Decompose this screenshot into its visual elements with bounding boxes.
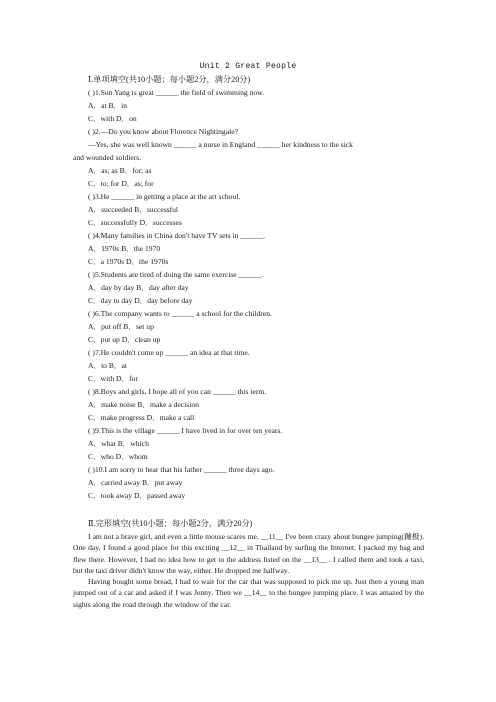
cloze-paragraph-1: I am not a brave girl, and even a little mouse scares me. __11__ I've been crazy about bungee jumping(蹦极). One day, I found a good place for this exciting __12__ in Thailand by surfing the Internet. I packed my bag and flew there. However, I had no idea how to get to the address listed on the __13__ . I called them and took a taxi, but the taxi driver didn't know the way, either. He dropped me halfway. xyxy=(73,532,424,575)
question-2-options-c-d: C．to; for D．as; for xyxy=(88,179,154,188)
question-4-options-a-b: A．1970s B．the 1970 xyxy=(88,244,161,253)
question-6-options-a-b: A．put off B．set up xyxy=(88,322,154,331)
question-8-options-a-b: A．make noise B．make a decision xyxy=(88,400,199,409)
question-3-options-c-d: C．successfully D．successes xyxy=(88,218,182,227)
question-2-stem-line2: —Yes, she was well known ______ a nurse in England ______ her kindness to the sick xyxy=(88,140,353,149)
question-5-options-a-b: A．day by day B．day after day xyxy=(88,283,189,292)
section1-heading: Ⅰ.单项填空(共10小题；每小题2分，满分20分) xyxy=(88,75,251,84)
question-10-options-a-b: A．carried away B．put away xyxy=(88,478,183,487)
question-8-options-c-d: C．make progress D．make a call xyxy=(88,413,195,422)
question-7-stem: ( )7.He couldn't come up ______ an idea at that time. xyxy=(88,348,250,357)
question-7-options-a-b: A．to B．at xyxy=(88,361,128,370)
question-5-options-c-d: C．day to day D．day before day xyxy=(88,296,193,305)
question-4-stem: ( )4.Many families in China don't have TV sets in ______. xyxy=(88,231,265,240)
page-title: Unit 2 Great People xyxy=(199,62,297,71)
question-1-options-a-b: A．at B．in xyxy=(88,101,128,110)
question-7-options-c-d: C．with D．for xyxy=(88,374,138,383)
question-6-options-c-d: C．put up D．clean up xyxy=(88,335,161,344)
question-6-stem: ( )6.The company wants to ______ a school for the children. xyxy=(88,309,272,318)
question-1-options-c-d: C．with D．on xyxy=(88,114,137,123)
question-3-options-a-b: A．succeeded B．successful xyxy=(88,205,179,214)
question-4-options-c-d: C．a 1970s D．the 1970s xyxy=(88,257,169,266)
question-1-stem: ( )1.Sun Yang is great ______ the field of swimming now. xyxy=(88,88,265,97)
question-3-stem: ( )3.He ______ in getting a place at the art school. xyxy=(88,192,241,201)
question-10-stem: ( )10.I am sorry to hear that his father ______ three days ago. xyxy=(88,465,275,474)
section2-heading: Ⅱ.完形填空(共10小题；每小题2分，满分20分) xyxy=(88,519,253,528)
question-10-options-c-d: C．took away D．passed away xyxy=(88,491,186,500)
question-5-stem: ( )5.Students are tired of doing the same exercise ______. xyxy=(88,270,264,279)
cloze-paragraph-2: Having bought some bread, I had to wait for the car that was supposed to pick me up. Just then a young man jumped out of a car and asked if I was Jenny. Then we __14__ to the bungee jumping place. I was amazed by the sights along the road through the window of the car. xyxy=(73,577,424,609)
cloze-passage xyxy=(73,531,424,610)
question-9-options-c-d: C．who D．whom xyxy=(88,452,148,461)
question-2-options-a-b: A．as; as B．for; as xyxy=(88,166,152,175)
question-2-stem-line3: and wounded soldiers. xyxy=(73,153,142,162)
question-9-stem: ( )9.This is the village ______ I have lived in for over ten years. xyxy=(88,426,283,435)
question-2-stem: ( )2.—Do you know about Florence Nightingale? xyxy=(88,127,238,136)
question-8-stem: ( )8.Boys and girls, I hope all of you can ______ this term. xyxy=(88,387,267,396)
question-9-options-a-b: A．what B．which xyxy=(88,439,149,448)
